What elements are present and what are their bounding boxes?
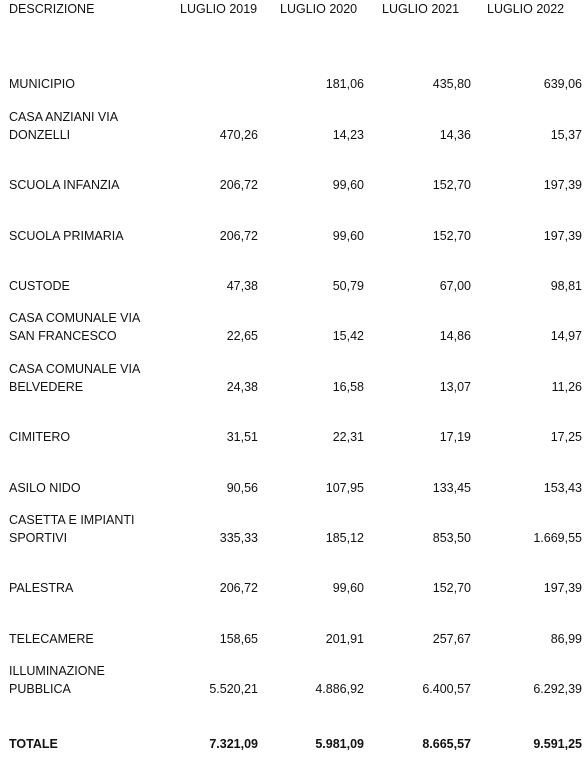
value-cell-2021: 435,80 — [432, 77, 471, 92]
value-cell-2019: 24,38 — [226, 379, 258, 394]
value-cell-2019: 90,56 — [226, 480, 258, 495]
value-cell-2019: 5.520,21 — [209, 682, 258, 697]
description-line: ILLUMINAZIONE — [9, 664, 105, 679]
description-line: CUSTODE — [9, 278, 70, 293]
header-description: DESCRIZIONE — [9, 2, 95, 16]
table-row — [0, 249, 584, 299]
header-luglio-2020: LUGLIO 2020 — [280, 2, 358, 16]
description-line: SCUOLA PRIMARIA — [9, 228, 124, 243]
total-2020: 5.981,09 — [315, 737, 364, 752]
value-cell-2021: 152,70 — [432, 228, 471, 243]
value-cell-2019 — [152, 47, 260, 97]
header-luglio-2019: LUGLIO 2019 — [180, 2, 258, 16]
description-line: PUBBLICA — [9, 682, 71, 697]
value-cell-2020: 185,12 — [325, 530, 364, 545]
row-description — [0, 450, 152, 500]
value-cell-2021: 133,45 — [432, 480, 471, 495]
value-cell-2020: 22,31 — [332, 430, 364, 445]
value-cell-2021: 152,70 — [432, 178, 471, 193]
value-cell-2021: 257,67 — [432, 631, 471, 646]
table-row — [0, 450, 584, 500]
description-line: BELVEDERE — [9, 379, 84, 394]
description-line: CASA ANZIANI VIA — [9, 109, 119, 124]
description-line: SAN FRANCESCO — [9, 329, 117, 344]
value-cell-2019: 31,51 — [226, 430, 258, 445]
table-row — [0, 501, 584, 551]
value-cell-2021: 14,86 — [439, 329, 471, 344]
row-description — [0, 148, 152, 198]
value-cell-2019: 206,72 — [219, 581, 258, 596]
table-row — [0, 47, 584, 97]
value-cell-2020: 181,06 — [325, 77, 364, 92]
description-line: PALESTRA — [9, 581, 74, 596]
value-cell-2020: 99,60 — [332, 581, 364, 596]
value-cell-2020: 14,23 — [332, 127, 364, 142]
description-line: SPORTIVI — [9, 530, 68, 545]
value-cell-2019: 158,65 — [219, 631, 258, 646]
description-line: DONZELLI — [9, 127, 71, 142]
value-cell-2020: 4.886,92 — [315, 682, 364, 697]
row-description — [0, 97, 152, 147]
value-cell-2019: 206,72 — [219, 178, 258, 193]
row-description — [0, 198, 152, 248]
row-description — [0, 400, 152, 450]
table-row — [0, 198, 584, 248]
value-cell-2020: 50,79 — [332, 278, 364, 293]
value-cell-2020: 99,60 — [332, 228, 364, 243]
value-cell-2021: 13,07 — [439, 379, 471, 394]
table-row — [0, 299, 584, 349]
table-row — [0, 97, 584, 147]
table-row — [0, 400, 584, 450]
total-2019: 7.321,09 — [209, 737, 258, 752]
value-cell-2021: 17,19 — [439, 430, 471, 445]
value-cell-2022: 17,25 — [550, 430, 582, 445]
description-line: CIMITERO — [9, 430, 71, 445]
value-cell-2020: 107,95 — [325, 480, 364, 495]
table-row — [0, 652, 584, 702]
value-cell-2021: 67,00 — [439, 278, 471, 293]
value-cell-2020: 99,60 — [332, 178, 364, 193]
header-luglio-2022: LUGLIO 2022 — [487, 2, 565, 16]
value-cell-2022: 11,26 — [551, 379, 582, 394]
value-cell-2019: 47,38 — [226, 278, 258, 293]
value-cell-2022: 1.669,55 — [533, 530, 582, 545]
description-line: CASA COMUNALE VIA — [9, 311, 141, 326]
spacer-row — [0, 702, 584, 726]
value-cell-2022: 86,99 — [550, 631, 582, 646]
value-cell-2019: 335,33 — [219, 530, 258, 545]
row-description — [0, 501, 152, 551]
value-cell-2022: 15,37 — [550, 127, 582, 142]
value-cell-2019: 470,26 — [219, 127, 258, 142]
value-cell-2021: 6.400,57 — [422, 682, 471, 697]
row-description — [0, 349, 152, 399]
table-row — [0, 551, 584, 601]
table-body — [0, 28, 584, 702]
row-description — [0, 601, 152, 651]
value-cell-2022: 153,43 — [543, 480, 582, 495]
value-cell-2022: 197,39 — [543, 178, 582, 193]
value-cell-2020: 16,58 — [332, 379, 364, 394]
value-cell-2021: 853,50 — [432, 530, 471, 545]
value-cell-2022: 197,39 — [543, 581, 582, 596]
total-row — [0, 726, 584, 758]
row-description — [0, 652, 152, 702]
total-label: TOTALE — [9, 737, 58, 752]
value-cell-2019: 22,65 — [226, 329, 258, 344]
value-cell-2020: 15,42 — [332, 329, 364, 344]
value-cell-2022: 6.292,39 — [533, 682, 582, 697]
total-2021: 8.665,57 — [422, 737, 471, 752]
spacer-row — [0, 28, 584, 47]
row-description — [0, 47, 152, 97]
row-description — [0, 299, 152, 349]
row-description — [0, 551, 152, 601]
value-cell-2021: 14,36 — [439, 127, 471, 142]
description-line: MUNICIPIO — [9, 77, 75, 92]
description-line: ASILO NIDO — [9, 480, 81, 495]
table-row — [0, 601, 584, 651]
description-line: SCUOLA INFANZIA — [9, 178, 120, 193]
value-cell-2021: 152,70 — [432, 581, 471, 596]
value-cell-2019: 206,72 — [219, 228, 258, 243]
value-cell-2022: 14,97 — [550, 329, 582, 344]
header-luglio-2021: LUGLIO 2021 — [382, 2, 460, 16]
description-line: CASETTA E IMPIANTI — [9, 512, 135, 527]
total-2022: 9.591,25 — [533, 737, 582, 752]
table-row — [0, 148, 584, 198]
description-line: TELECAMERE — [9, 631, 94, 646]
value-cell-2022: 98,81 — [550, 278, 582, 293]
table-row — [0, 349, 584, 399]
value-cell-2022: 197,39 — [543, 228, 582, 243]
row-description — [0, 249, 152, 299]
header-row — [0, 0, 584, 28]
value-cell-2020: 201,91 — [325, 631, 364, 646]
description-line: CASA COMUNALE VIA — [9, 361, 141, 376]
value-cell-2022: 639,06 — [543, 77, 582, 92]
